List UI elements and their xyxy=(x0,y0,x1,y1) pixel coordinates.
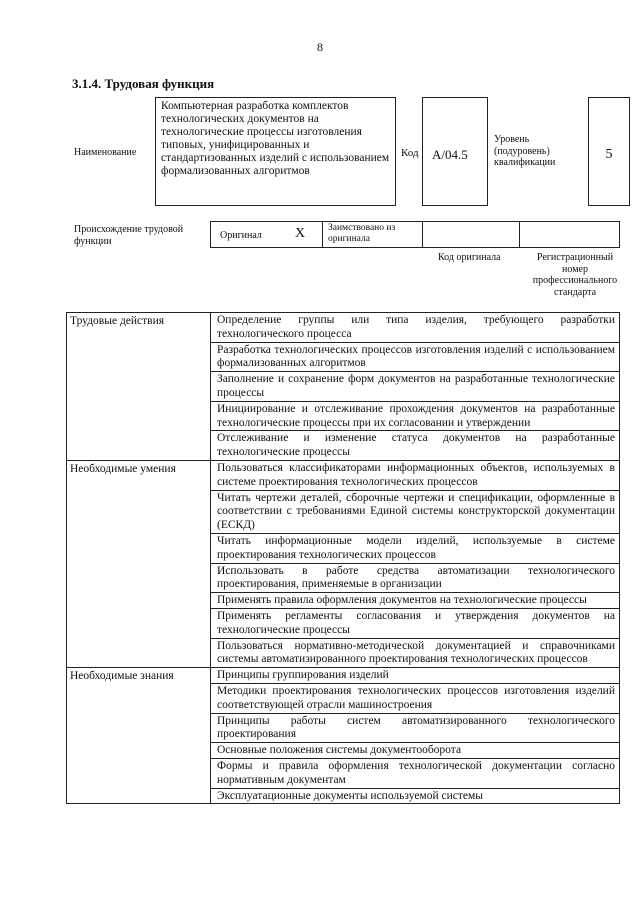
table-row: Применять регламенты согласования и утверждения документов на технологические процессы xyxy=(211,609,619,639)
table-row: Пользоваться классификаторами информационных объектов, используемых в системе проектирования технологических процессов xyxy=(211,461,619,491)
level-label: Уровень (подуровень) квалификации xyxy=(494,134,556,168)
group-items xyxy=(211,668,619,803)
code-value: A/04.5 xyxy=(432,147,468,162)
table-group xyxy=(67,668,619,803)
group-items xyxy=(211,313,619,460)
table-row: Читать чертежи деталей, сборочные чертежи и спецификации, оформленные в соответствии с требованиями Единой системы конструкторской документации (ЕСКД) xyxy=(211,491,619,534)
code-original-cell xyxy=(423,222,520,247)
function-name-box: Компьютерная разработка комплектов технологических документов на технологические процессы изготовления типовых, унифицированных и стандартизованных изделий с использованием формализованных алгоритмов xyxy=(155,97,396,206)
borrowed-label: Заимствовано из оригинала xyxy=(328,223,396,244)
table-row: Отслеживание и изменение статуса документов на разработанные технологические процессы xyxy=(217,432,615,459)
original-mark: X xyxy=(295,226,306,241)
group-label: Необходимые знания xyxy=(67,668,211,803)
table-row: Основные положения системы документооборота xyxy=(211,743,619,759)
level-value: 5 xyxy=(605,147,613,162)
table-row: Методики проектирования технологических процессов изготовления изделий соответствующей отрасли машиностроения xyxy=(211,684,619,714)
code-box xyxy=(422,97,488,206)
function-table xyxy=(66,312,620,804)
original-label: Оригинал xyxy=(220,230,262,241)
table-row: Разработка технологических процессов изготовления изделий с использованием формализованных алгоритмов xyxy=(211,343,619,373)
table-row: Инициирование и отслеживание прохождения документов на разработанные технологические процессы при их согласовании и утверждении xyxy=(211,402,619,432)
reg-number-cell xyxy=(520,222,620,247)
group-label: Трудовые действия xyxy=(67,313,211,460)
table-row: Пользоваться нормативно-методической документацией и справочниками системы автоматизированного проектирования технологических процессов xyxy=(217,639,615,666)
group-items xyxy=(211,461,619,667)
table-group xyxy=(67,461,619,668)
code-label: Код xyxy=(401,147,419,159)
section-title: 3.1.4. Трудовая функция xyxy=(72,76,215,91)
table-row: Применять правила оформления документов на технологические процессы xyxy=(211,593,619,609)
page-number: 8 xyxy=(317,40,323,54)
code-original-label: Код оригинала xyxy=(438,252,501,263)
reg-number-label: Регистрационный номер профессионального стандарта xyxy=(532,252,618,298)
table-row: Читать информационные модели изделий, используемые в системе проектирования технологических процессов xyxy=(211,534,619,564)
original-cell xyxy=(211,222,323,247)
table-row: Принципы группирования изделий xyxy=(211,668,619,684)
borrowed-cell xyxy=(323,222,423,247)
table-row: Заполнение и сохранение форм документов на разработанные технологические процессы xyxy=(211,372,619,402)
table-row: Формы и правила оформления технологической документации согласно нормативным документам xyxy=(211,759,619,789)
origin-label: Происхождение трудовой функции xyxy=(74,224,184,247)
table-row: Использовать в работе средства автоматизации технологического проектирования, применяемые в организации xyxy=(211,564,619,594)
group-label: Необходимые умения xyxy=(67,461,211,667)
table-group xyxy=(67,313,619,461)
table-row: Эксплуатационные документы используемой системы xyxy=(217,789,483,802)
name-label: Наименование xyxy=(74,147,137,158)
table-row: Определение группы или типа изделия, требующего разработки технологического процесса xyxy=(211,313,619,343)
level-box xyxy=(588,97,630,206)
origin-row xyxy=(210,221,620,248)
table-row: Принципы работы систем автоматизированного технологического проектирования xyxy=(211,714,619,744)
